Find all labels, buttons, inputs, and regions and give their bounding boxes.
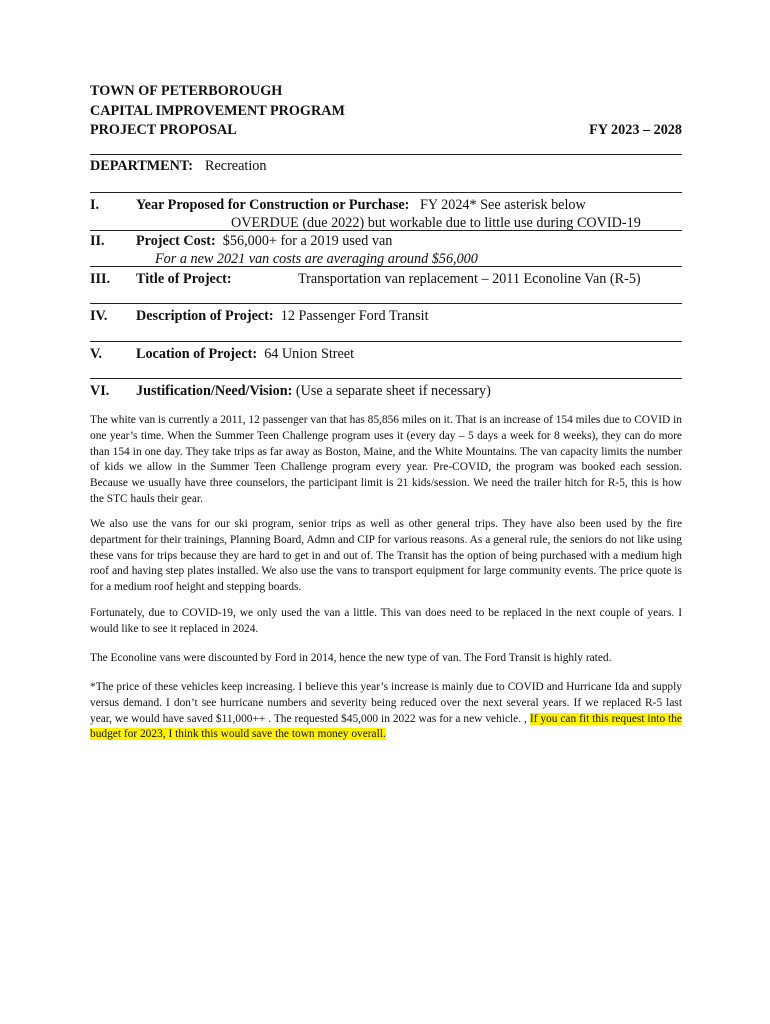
section-value: FY 2024* See asterisk below: [420, 197, 586, 213]
paragraph-van-usage: The white van is currently a 2011, 12 passenger van that has 85,856 miles on it. That is an increase of 154 miles due to COVID in one year’s time. When the Summer Teen Challenge program uses it (every day – 5 days a week for 8 weeks), they can do more than 154 in one day. They take trips as far away as Boston, Maine, and the White Mountains. The van capacity limits the number of kids we allow in the Summer Teen Challenge program every year. Pre-COVID, the program was booked each session. Because we usually have three counselors, the participant limit is 21 kids/session. We need the trailer hitch for R-5, this is how the STC hauls their gear.: [90, 414, 682, 505]
header-proposal: PROJECT PROPOSAL: [90, 122, 237, 138]
section-number: VI.: [90, 383, 110, 399]
header-program: CAPITAL IMPROVEMENT PROGRAM: [90, 102, 345, 119]
paragraph-price-note: [90, 680, 682, 743]
section-label: Justification/Need/Vision:: [136, 383, 293, 399]
divider: [90, 266, 682, 267]
paragraph-covid-usage: Fortunately, due to COVID-19, we only used the van a little. This van does need to be replaced in the next couple of years. I would like to see it replaced in 2024.: [90, 607, 682, 635]
document-header: [90, 82, 682, 141]
divider: [90, 341, 682, 342]
paragraph-other-uses: We also use the vans for our ski program, senior trips as well as other general trips. They have also been used by the fire department for their trainings, Planning Board, Admn and CIP for various reasons. As a general rule, the seniors do not like using these vans for trips because they are hard to get in and out of. The Transit has the option of being purchased with a medium high roof and having step plates installed. We also use the vans to transport equipment for large community events. The price quote is for a medium roof height and stepping boards.: [90, 518, 682, 594]
section-label: Project Cost:: [136, 233, 216, 249]
section-note: OVERDUE (due 2022) but workable due to little use during COVID-19: [231, 215, 641, 231]
section-number: V.: [90, 346, 102, 362]
department-row: [90, 158, 266, 175]
section-label: Year Proposed for Construction or Purchase:: [136, 197, 410, 213]
divider: [90, 303, 682, 304]
header-fiscal-years: FY 2023 – 2028: [589, 122, 682, 138]
section-number: I.: [90, 197, 100, 213]
divider: [90, 192, 682, 193]
price-note-text: *The price of these vehicles keep increasing. I believe this year’s increase is mainly due to COVID and Hurricane Ida and supply versus demand. I don’t see hurricane numbers and severity being reduced over the next several years. If we replaced R-5 last year, we would have saved $11,000++ . The requested $45,000 in 2022 was for a new vehicle. ,: [90, 681, 682, 725]
section-value: Transportation van replacement – 2011 Econoline Van (R-5): [298, 271, 641, 287]
divider: [90, 230, 682, 231]
section-number: IV.: [90, 308, 108, 324]
section-label: Description of Project:: [136, 308, 274, 324]
department-value: Recreation: [205, 158, 267, 174]
section-label: Title of Project:: [136, 271, 232, 287]
department-label: DEPARTMENT:: [90, 158, 194, 174]
section-label: Location of Project:: [136, 346, 258, 362]
paragraph-econoline: The Econoline vans were discounted by Ford in 2014, hence the new type of van. The Ford Transit is highly rated.: [90, 652, 612, 664]
section-note: For a new 2021 van costs are averaging around $56,000: [155, 251, 478, 267]
section-number: III.: [90, 271, 111, 287]
section-value: $56,000+ for a 2019 used van: [222, 233, 393, 249]
highlighted-text: If you can fit this request into the budget for 2023, I think this would save the town money overall.: [90, 712, 682, 741]
divider: [90, 378, 682, 379]
section-number: II.: [90, 233, 105, 249]
divider: [90, 154, 682, 155]
header-town: TOWN OF PETERBOROUGH: [90, 83, 283, 99]
section-value: 64 Union Street: [264, 346, 355, 362]
section-value: (Use a separate sheet if necessary): [295, 383, 491, 399]
section-value: 12 Passenger Ford Transit: [280, 308, 429, 324]
